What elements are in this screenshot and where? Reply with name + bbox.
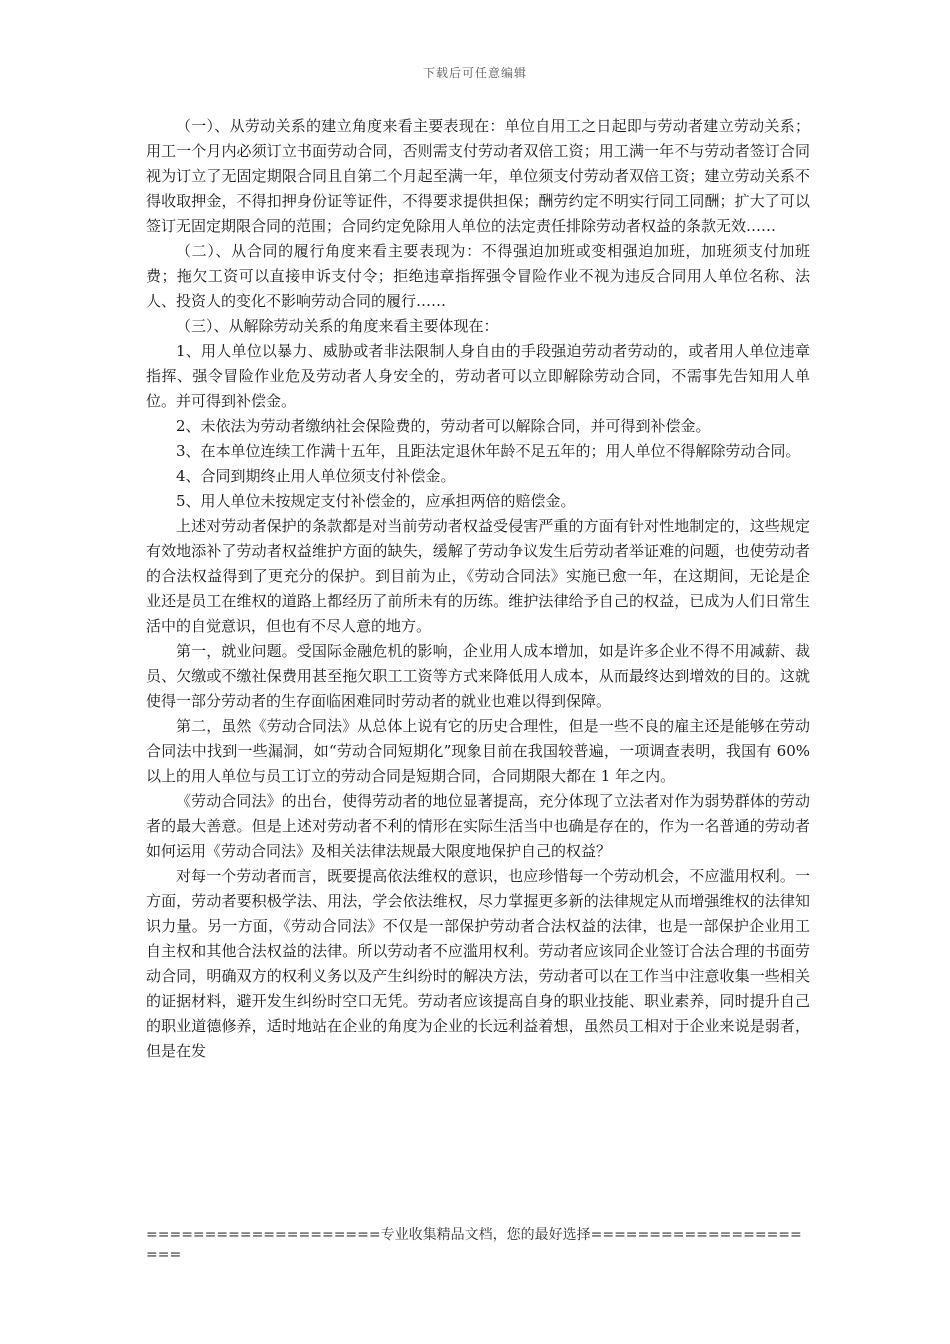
page-footer: ====================专业收集精品文档，您的最好选择=====================	[146, 1227, 802, 1263]
document-body	[146, 114, 810, 1064]
paragraph: （二）、从合同的履行角度来看主要表现为：不得强迫加班或变相强迫加班，加班须支付加班费；拖欠工资可以直接申诉支付令；拒绝违章指挥强令冒险作业不视为违反合同用人单位名称、法人、投资人的变化不影响劳动合同的履行……	[146, 242, 810, 310]
page-header: 下载后可任意编辑	[422, 66, 527, 80]
paragraph: 第二，虽然《劳动合同法》从总体上说有它的历史合理性，但是一些不良的雇主还是能够在劳动合同法中找到一些漏洞，如“劳动合同短期化”现象目前在我国较普遍，一项调查表明，我国有 60%以上的用人单位与员工订立的劳动合同是短期合同，合同期限大都在 1 年之内。	[146, 717, 810, 785]
paragraph: 1、用人单位以暴力、威胁或者非法限制人身自由的手段强迫劳动者劳动的，或者用人单位违章指挥、强令冒险作业危及劳动者人身安全的，劳动者可以立即解除劳动合同，不需事先告知用人单位。并可得到补偿金。	[146, 342, 810, 410]
paragraph: 对每一个劳动者而言，既要提高依法维权的意识，也应珍惜每一个劳动机会，不应滥用权利。一方面，劳动者要积极学法、用法，学会依法维权，尽力掌握更多新的法律规定从而增强维权的法律知识力量。另一方面，《劳动合同法》不仅是一部保护劳动者合法权益的法律，也是一部保护企业用工自主权和其他合法权益的法律。所以劳动者不应滥用权利。劳动者应该同企业签订合法合理的书面劳动合同，明确双方的权利义务以及产生纠纷时的解决方法，劳动者可以在工作当中注意收集一些相关的证据材料，避开发生纠纷时空口无凭。劳动者应该提高自身的职业技能、职业素养，同时提升自己的职业道德修养，适时地站在企业的角度为企业的长远利益着想，虽然员工相对于企业来说是弱者，但是在发	[146, 867, 810, 1060]
paragraph: 3、在本单位连续工作满十五年，且距法定退休年龄不足五年的；用人单位不得解除劳动合同。	[176, 442, 801, 460]
paragraph: 4、合同到期终止用人单位须支付补偿金。	[176, 467, 456, 485]
paragraph: 2、未依法为劳动者缴纳社会保险费的，劳动者可以解除合同，并可得到补偿金。	[176, 417, 711, 435]
paragraph: （三）、从解除劳动关系的角度来看主要体现在：	[176, 317, 499, 335]
paragraph: 5、用人单位未按规定支付补偿金的，应承担两倍的赔偿金。	[176, 492, 576, 510]
paragraph: 第一，就业问题。受国际金融危机的影响，企业用人成本增加，如是许多企业不得不用减薪、裁员、欠缴或不缴社保费用甚至拖欠职工工资等方式来降低用人成本，从而最终达到增效的目的。这就使得一部分劳动者的生存面临困难同时劳动者的就业也难以得到保障。	[146, 642, 810, 710]
paragraph: （一）、从劳动关系的建立角度来看主要表现在：单位自用工之日起即与劳动者建立劳动关系；用工一个月内必须订立书面劳动合同，否则需支付劳动者双倍工资；用工满一年不与劳动者签订合同视为订立了无固定期限合同且自第二个月起至满一年，单位须支付劳动者双倍工资；建立劳动关系不得收取押金，不得扣押身份证等证件，不得要求提供担保；酬劳约定不明实行同工同酬；扩大了可以签订无固定期限合同的范围；合同约定免除用人单位的法定责任排除劳动者权益的条款无效……	[146, 117, 810, 235]
paragraph: 上述对劳动者保护的条款都是对当前劳动者权益受侵害严重的方面有针对性地制定的，这些规定有效地添补了劳动者权益维护方面的缺失，缓解了劳动争议发生后劳动者举证难的问题，也使劳动者的合法权益得到了更充分的保护。到目前为止，《劳动合同法》实施已愈一年，在这期间，无论是企业还是员工在维权的道路上都经历了前所未有的历练。维护法律给予自己的权益，已成为人们日常生活中的自觉意识，但也有不尽人意的地方。	[146, 517, 810, 635]
paragraph: 《劳动合同法》的出台，使得劳动者的地位显著提高，充分体现了立法者对作为弱势群体的劳动者的最大善意。但是上述对劳动者不利的情形在实际生活当中也确是存在的，作为一名普通的劳动者如何运用《劳动合同法》及相关法律法规最大限度地保护自己的权益？	[146, 792, 810, 860]
